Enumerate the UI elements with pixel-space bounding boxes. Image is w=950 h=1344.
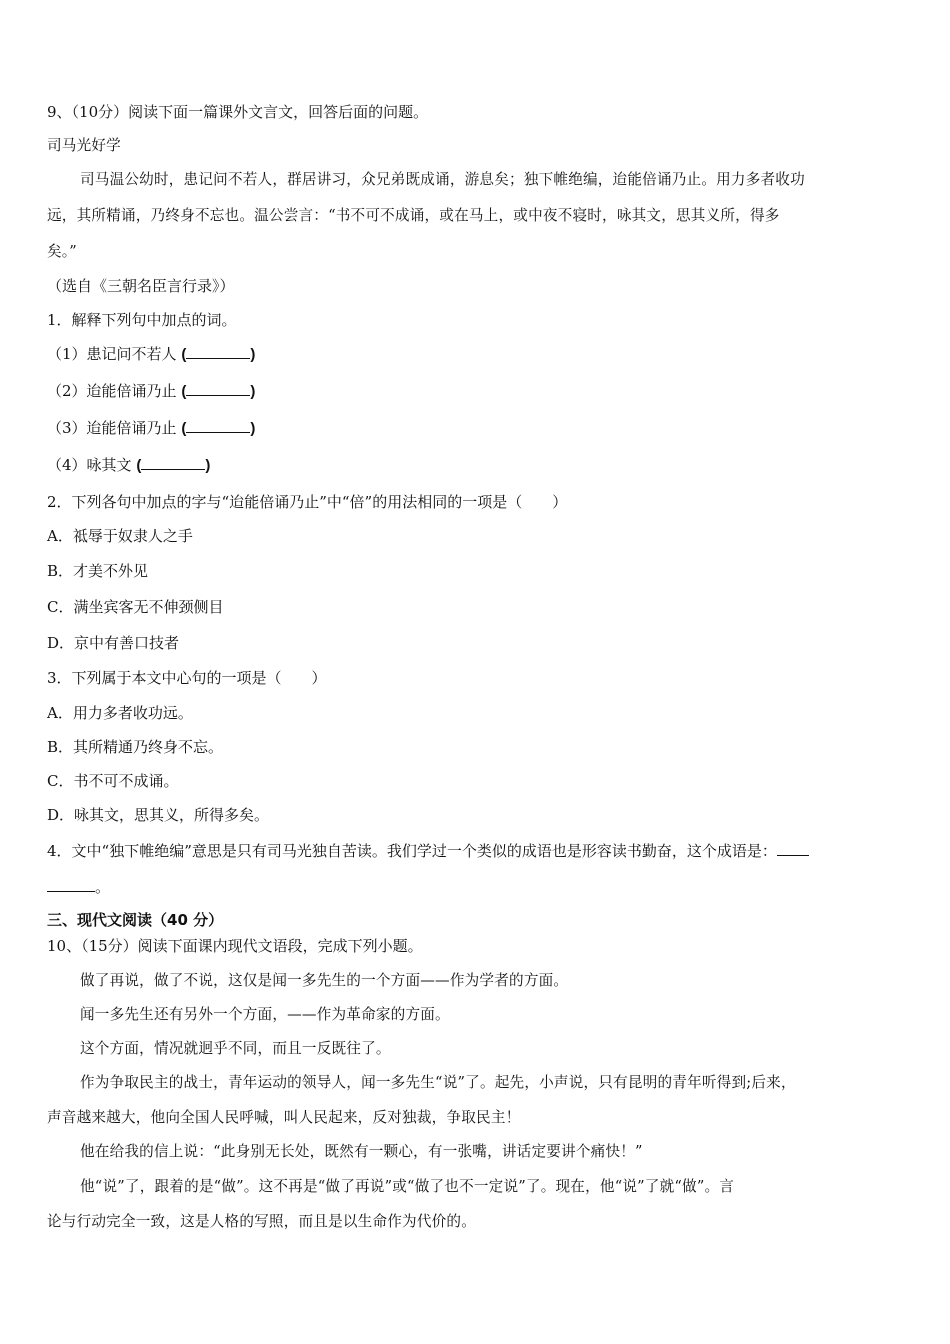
q9-sub1-item4 [47,455,210,476]
q9-sub1-item2 [47,381,255,402]
option-text: 祗辱于奴隶人之手 [72,527,193,545]
item-text: 咏其文 [86,456,132,474]
answer-blank[interactable] [186,418,250,433]
q9-title: 司马光好学 [47,137,121,154]
option-text: 用力多者收功远。 [72,704,193,722]
answer-blank[interactable] [186,344,250,359]
q9-sub3-option-c[interactable] [47,771,179,791]
item-number: （4） [47,456,87,474]
option-text: 京中有善口技者 [74,634,180,652]
q9-sub4-continuation [47,877,110,897]
q10-paragraph-1: 做了再说，做了不说，这仅是闻一多先生的一个方面——作为学者的方面。 [80,972,569,989]
answer-blank[interactable] [186,381,250,396]
q10-paragraph-6-line2: 论与行动完全一致，这是人格的写照，而且是以生命作为代价的。 [47,1213,477,1230]
option-text: 书不可不成诵。 [73,772,179,790]
option-label: C． [47,598,74,616]
q9-sub3-option-a[interactable] [47,703,193,723]
paren-open: ( [181,420,187,437]
paren-close: ) [250,346,256,363]
q10-paragraph-3: 这个方面，情况就迥乎不同，而且一反既往了。 [80,1040,391,1057]
option-text: 其所精通乃终身不忘。 [73,738,224,756]
item-text: 患记问不若人 [86,345,177,363]
paren-close: ) [250,383,256,400]
item-number: （2） [47,382,87,400]
option-label: D． [47,806,75,824]
q9-sub3-option-d[interactable] [47,805,269,825]
q10-paragraph-5: 他在给我的信上说：“此身别无长处，既然有一颗心，有一张嘴，讲话定要讲个痛快！” [80,1143,643,1160]
q9-passage-line3: 矣。” [47,243,77,260]
option-label: B． [47,562,74,580]
q9-sub4-stem [47,841,809,861]
q10-paragraph-4-line1: 作为争取民主的战士，青年运动的领导人，闻一多先生“说”了。起先，小声说，只有昆明的青年听得到;后来， [80,1074,796,1091]
q9-source: （选自《三朝名臣言行录》） [47,277,235,295]
q9-header: 9、（10分）阅读下面一篇课外文言文，回答后面的问题。 [47,103,429,121]
paren-open: ( [181,383,187,400]
answer-blank[interactable] [47,877,95,892]
option-label: D． [47,634,75,652]
sub4-end: 。 [95,878,111,896]
q9-sub1-stem: 1．解释下列句中加点的词。 [47,311,237,329]
q10-paragraph-4-line2: 声音越来越大，他向全国人民呼喊，叫人民起来，反对独裁，争取民主！ [47,1109,521,1126]
q9-passage-line2: 远，其所精诵，乃终身不忘也。温公尝言：“书不可不成诵，或在马上，或中夜不寝时，咏其文，思其义所，得多 [47,207,780,224]
q9-passage-line1: 司马温公幼时，患记问不若人，群居讲习，众兄弟既成诵，游息矣；独下帷绝编，迨能倍诵乃止。用力多者收功 [80,171,805,188]
option-label: C． [47,772,74,790]
q10-paragraph-6-line1: 他“说”了，跟着的是“做”。这不再是“做了再说”或“做了也不一定说”了。现在，他“说”了就“做”。言 [80,1178,735,1195]
q10-paragraph-2: 闻一多先生还有另外一个方面，——作为革命家的方面。 [80,1006,450,1023]
item-number: （3） [47,419,87,437]
answer-blank[interactable] [141,455,205,470]
q10-header: 10、（15分）阅读下面课内现代文语段，完成下列小题。 [47,937,423,955]
paren-close: ) [250,420,256,437]
option-text: 咏其文，思其义，所得多矣。 [74,806,270,824]
paren-open: ( [136,457,142,474]
option-label: A． [47,704,73,722]
option-label: B． [47,738,74,756]
answer-blank[interactable] [777,841,809,856]
sub4-stem-text: 4．文中“独下帷绝编”意思是只有司马光独自苦读。我们学过一个类似的成语也是形容读书勤奋，这个成语是： [47,842,777,860]
paren-open: ( [181,346,187,363]
section-heading: 三、现代文阅读（40 分） [47,911,224,929]
q9-sub1-item1 [47,344,255,365]
option-text: 满坐宾客无不伸颈侧目 [73,598,224,616]
paren-close: ) [205,457,211,474]
q9-sub2-option-d[interactable] [47,633,179,653]
option-label: A． [47,527,73,545]
option-text: 才美不外见 [73,562,149,580]
q9-sub3-stem: 3．下列属于本文中心句的一项是（ ） [47,669,327,687]
item-number: （1） [47,345,87,363]
item-text: 迨能倍诵乃止 [86,419,177,437]
q9-sub3-option-b[interactable] [47,737,223,757]
q9-sub1-item3 [47,418,255,439]
q9-sub2-stem: 2．下列各句中加点的字与“迨能倍诵乃止”中“倍”的用法相同的一项是（ ） [47,493,568,511]
q9-sub2-option-a[interactable] [47,526,193,546]
q9-sub2-option-c[interactable] [47,597,224,617]
item-text: 迨能倍诵乃止 [86,382,177,400]
q9-sub2-option-b[interactable] [47,561,148,581]
